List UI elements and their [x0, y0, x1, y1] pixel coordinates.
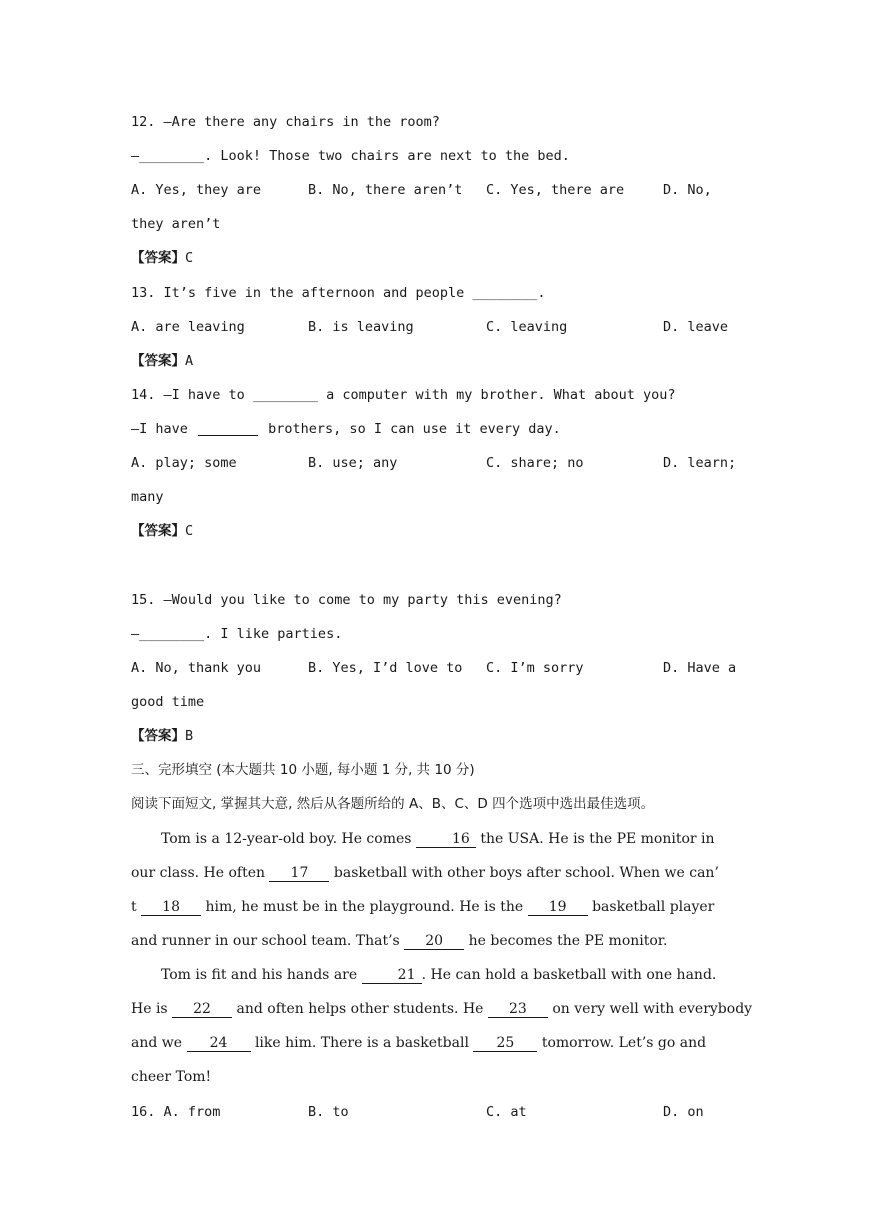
q15-answer — [131, 727, 193, 745]
q13-option-d: D. leave — [663, 319, 729, 335]
q12-option-d: D. No, — [663, 182, 712, 198]
passage-text: him, he must be in the playground. He is the — [201, 899, 528, 915]
passage-text: He is — [131, 1001, 173, 1017]
blank-23: 23 — [488, 1001, 548, 1018]
passage-text: basketball with other boys after school. When we can’ — [329, 865, 719, 881]
q13-option-a: A. are leaving — [131, 319, 245, 335]
answer-tag: 【答案】 — [131, 353, 185, 369]
q14-answer — [131, 522, 193, 540]
q16-option-d: D. on — [663, 1104, 704, 1120]
q15-option-c: C. I’m sorry — [486, 660, 584, 676]
blank-20: 20 — [404, 933, 464, 950]
q13-option-b: B. is leaving — [308, 319, 414, 335]
q14-reply-post: brothers, so I can use it every day. — [260, 421, 561, 437]
passage-text: like him. There is a basketball — [250, 1035, 474, 1051]
passage-text: the USA. He is the PE monitor in — [475, 831, 715, 847]
blank-25: 25 — [473, 1035, 537, 1052]
q12-reply: —________. Look! Those two chairs are next to the bed. — [131, 148, 570, 164]
q13-stem: 13. It’s five in the afternoon and people ________. — [131, 285, 546, 301]
answer-value: C — [185, 523, 194, 539]
q12-option-b: B. No, there aren’t — [308, 182, 463, 198]
q15-stem: 15. —Would you like to come to my party this evening? — [131, 592, 562, 608]
passage-text: . He can hold a basketball with one hand. — [421, 967, 717, 983]
q14-reply-pre: —I have — [131, 421, 197, 437]
answer-value: C — [185, 250, 194, 266]
passage-line: cheer Tom! — [131, 1069, 212, 1085]
section-heading: 三、完形填空 (本大题共 10 小题, 每小题 1 分, 共 10 分) — [131, 762, 475, 778]
passage-text: and we — [131, 1035, 187, 1051]
q15-option-a: A. No, thank you — [131, 660, 262, 676]
q16-option-c: C. at — [486, 1104, 527, 1120]
passage-text: on very well with everybody — [547, 1001, 753, 1017]
q14-stem: 14. —I have to ________ a computer with my brother. What about you? — [131, 387, 676, 403]
blank-19: 19 — [528, 899, 588, 916]
q15-option-b: B. Yes, I’d love to — [308, 660, 463, 676]
q12-stem: 12. —Are there any chairs in the room? — [131, 114, 440, 130]
q15-reply: —________. I like parties. — [131, 626, 343, 642]
q13-answer — [131, 352, 193, 370]
passage-text: and often helps other students. He — [232, 1001, 488, 1017]
q14-option-c: C. share; no — [486, 455, 584, 471]
passage-line — [131, 1034, 737, 1052]
q15-option-d-continued: good time — [131, 694, 205, 710]
passage-line — [131, 966, 737, 984]
q12-option-d-continued: they aren’t — [131, 216, 221, 232]
passage-line — [131, 898, 737, 916]
q14-option-d-continued: many — [131, 489, 164, 505]
answer-value: B — [185, 728, 194, 744]
q12-answer — [131, 249, 193, 267]
q13-option-c: C. leaving — [486, 319, 568, 335]
q14-option-b: B. use; any — [308, 455, 398, 471]
passage-text: Tom is fit and his hands are — [161, 967, 362, 983]
passage-line — [131, 932, 737, 950]
q12-option-c: C. Yes, there are — [486, 182, 625, 198]
q16-option-b: B. to — [308, 1104, 349, 1120]
answer-value: A — [185, 353, 194, 369]
q14-reply — [131, 420, 561, 438]
passage-text: basketball player — [587, 899, 715, 915]
q14-option-d: D. learn; — [663, 455, 737, 471]
passage-text: our class. He often — [131, 865, 270, 881]
passage-line — [131, 1000, 753, 1018]
q14-reply-blank — [198, 421, 258, 436]
passage-text: tomorrow. Let’s go and — [537, 1035, 707, 1051]
blank-22: 22 — [172, 1001, 232, 1018]
answer-tag: 【答案】 — [131, 728, 185, 744]
blank-16: 16 — [416, 831, 476, 848]
q14-option-a: A. play; some — [131, 455, 237, 471]
passage-text: and runner in our school team. That’s — [131, 933, 405, 949]
answer-tag: 【答案】 — [131, 250, 185, 266]
passage-text: Tom is a 12-year-old boy. He comes — [161, 831, 416, 847]
passage-text: t — [131, 899, 142, 915]
passage-line — [131, 830, 737, 848]
passage-line — [131, 864, 737, 882]
section-instruction: 阅读下面短文, 掌握其大意, 然后从各题所给的 A、B、C、D 四个选项中选出最佳选项。 — [131, 796, 655, 812]
q15-option-d: D. Have a — [663, 660, 737, 676]
answer-tag: 【答案】 — [131, 523, 185, 539]
passage-text: he becomes the PE monitor. — [464, 933, 668, 949]
q12-option-a: A. Yes, they are — [131, 182, 262, 198]
blank-24: 24 — [187, 1035, 251, 1052]
q16-option-a: 16. A. from — [131, 1104, 221, 1120]
blank-21: 21 — [362, 967, 422, 984]
blank-17: 17 — [269, 865, 329, 882]
blank-18: 18 — [141, 899, 201, 916]
